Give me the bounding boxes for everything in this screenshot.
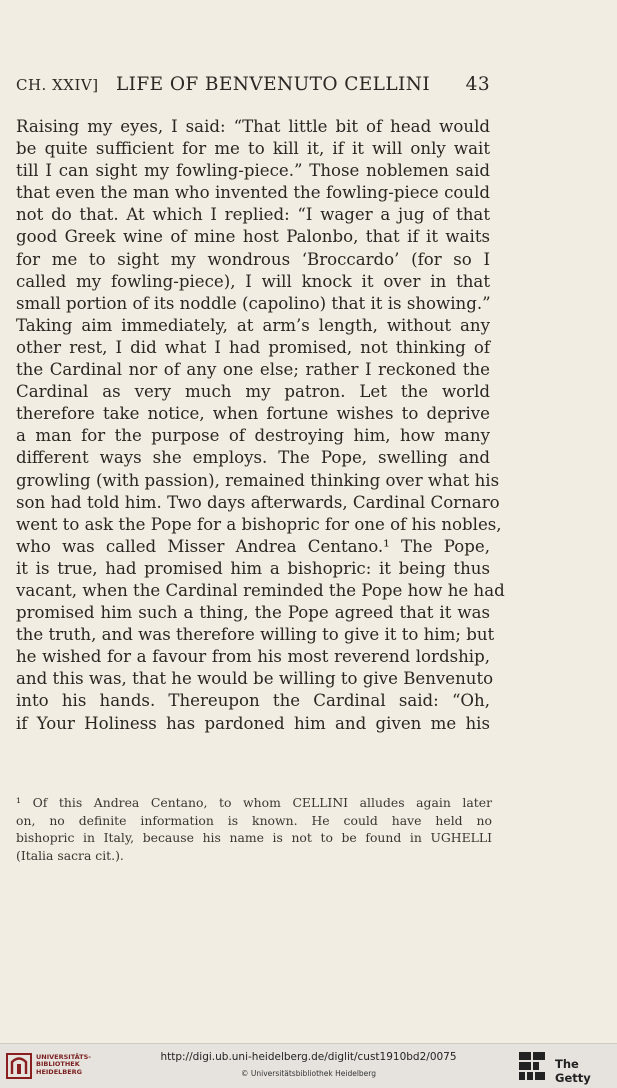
permalink-url[interactable]: http://digi.ub.uni-heidelberg.de/diglit/cust1910bd2/0075 <box>160 1051 457 1063</box>
text-line: till I can sight my fowling-piece.” Those noblemen said <box>16 161 490 181</box>
footnote-line: on, no definite information is known. He could have held no <box>16 812 492 828</box>
getty-label: The Getty <box>555 1057 591 1085</box>
text-line: who was called Misser Andrea Centano.¹ The Pope, <box>16 536 490 556</box>
text-line: the truth, and was therefore willing to give it to him; but <box>16 625 495 645</box>
text-line: for me to sight my wondrous ‘Broccardo’ (for so I <box>16 249 490 269</box>
running-header <box>16 74 490 95</box>
text-line: if Your Holiness has pardoned him and given me his <box>16 713 490 733</box>
text-line: promised him such a thing, the Pope agreed that it was <box>16 603 490 623</box>
text-line: he wished for a favour from his most reverend lordship, <box>16 647 490 667</box>
footnote <box>16 794 492 864</box>
text-line: growling (with passion), remained thinking over what his <box>16 470 500 490</box>
text-line: Taking aim immediately, at arm’s length, without any <box>16 315 490 335</box>
chapter-label: CH. XXIV] <box>16 76 99 94</box>
page-number: 43 <box>465 74 490 95</box>
text-line: called my fowling-piece), I will knock it over in that <box>16 271 490 291</box>
text-line: therefore take notice, when fortune wishes to deprive <box>16 404 490 424</box>
text-line: the Cardinal nor of any one else; rather I reckoned the <box>16 360 490 380</box>
getty-logo-icon <box>517 1050 547 1082</box>
footnote-line: (Italia sacra cit.). <box>16 847 124 863</box>
text-line: small portion of its noddle (capolino) that it is showing.” <box>16 293 491 313</box>
text-line: other rest, I did what I had promised, not thinking of <box>16 337 490 357</box>
text-line: good Greek wine of mine host Palonbo, that if it waits <box>16 227 490 247</box>
university-library-logo-icon <box>6 1052 32 1080</box>
copyright-notice: © Universitätsbibliothek Heidelberg <box>240 1069 376 1078</box>
text-line: vacant, when the Cardinal reminded the Pope how he had <box>16 580 505 600</box>
university-library-name: UNIVERSITÄTS- BIBLIOTHEK HEIDELBERG <box>36 1053 91 1076</box>
text-line: went to ask the Pope for a bishopric for one of his nobles, <box>16 514 502 534</box>
text-line: not do that. At which I replied: “I wager a jug of that <box>16 205 490 225</box>
running-title: LIFE OF BENVENUTO CELLINI <box>116 74 431 95</box>
text-line: son had told him. Two days afterwards, Cardinal Cornaro <box>16 492 500 512</box>
viewer-footer <box>0 1043 617 1088</box>
text-line: Raising my eyes, I said: “That little bit of head would <box>16 117 490 136</box>
text-line: it is true, had promised him a bishopric: it being thus <box>16 558 490 578</box>
text-line: different ways she employs. The Pope, swelling and <box>16 448 490 468</box>
text-line: Cardinal as very much my patron. Let the world <box>16 382 490 402</box>
text-line: into his hands. Thereupon the Cardinal said: “Oh, <box>16 691 490 711</box>
text-line: be quite sufficient for me to kill it, if it will only wait <box>16 139 490 159</box>
text-line: and this was, that he would be willing to give Benvenuto <box>16 669 494 689</box>
text-line: that even the man who invented the fowling-piece could <box>16 183 490 203</box>
text-line: a man for the purpose of destroying him, how many <box>16 426 490 446</box>
body-text <box>16 116 505 735</box>
footnote-line: ¹ Of this Andrea Centano, to whom CELLINI alludes again later <box>16 795 492 810</box>
footnote-line: bishopric in Italy, because his name is not to be found in UGHELLI <box>16 830 492 846</box>
